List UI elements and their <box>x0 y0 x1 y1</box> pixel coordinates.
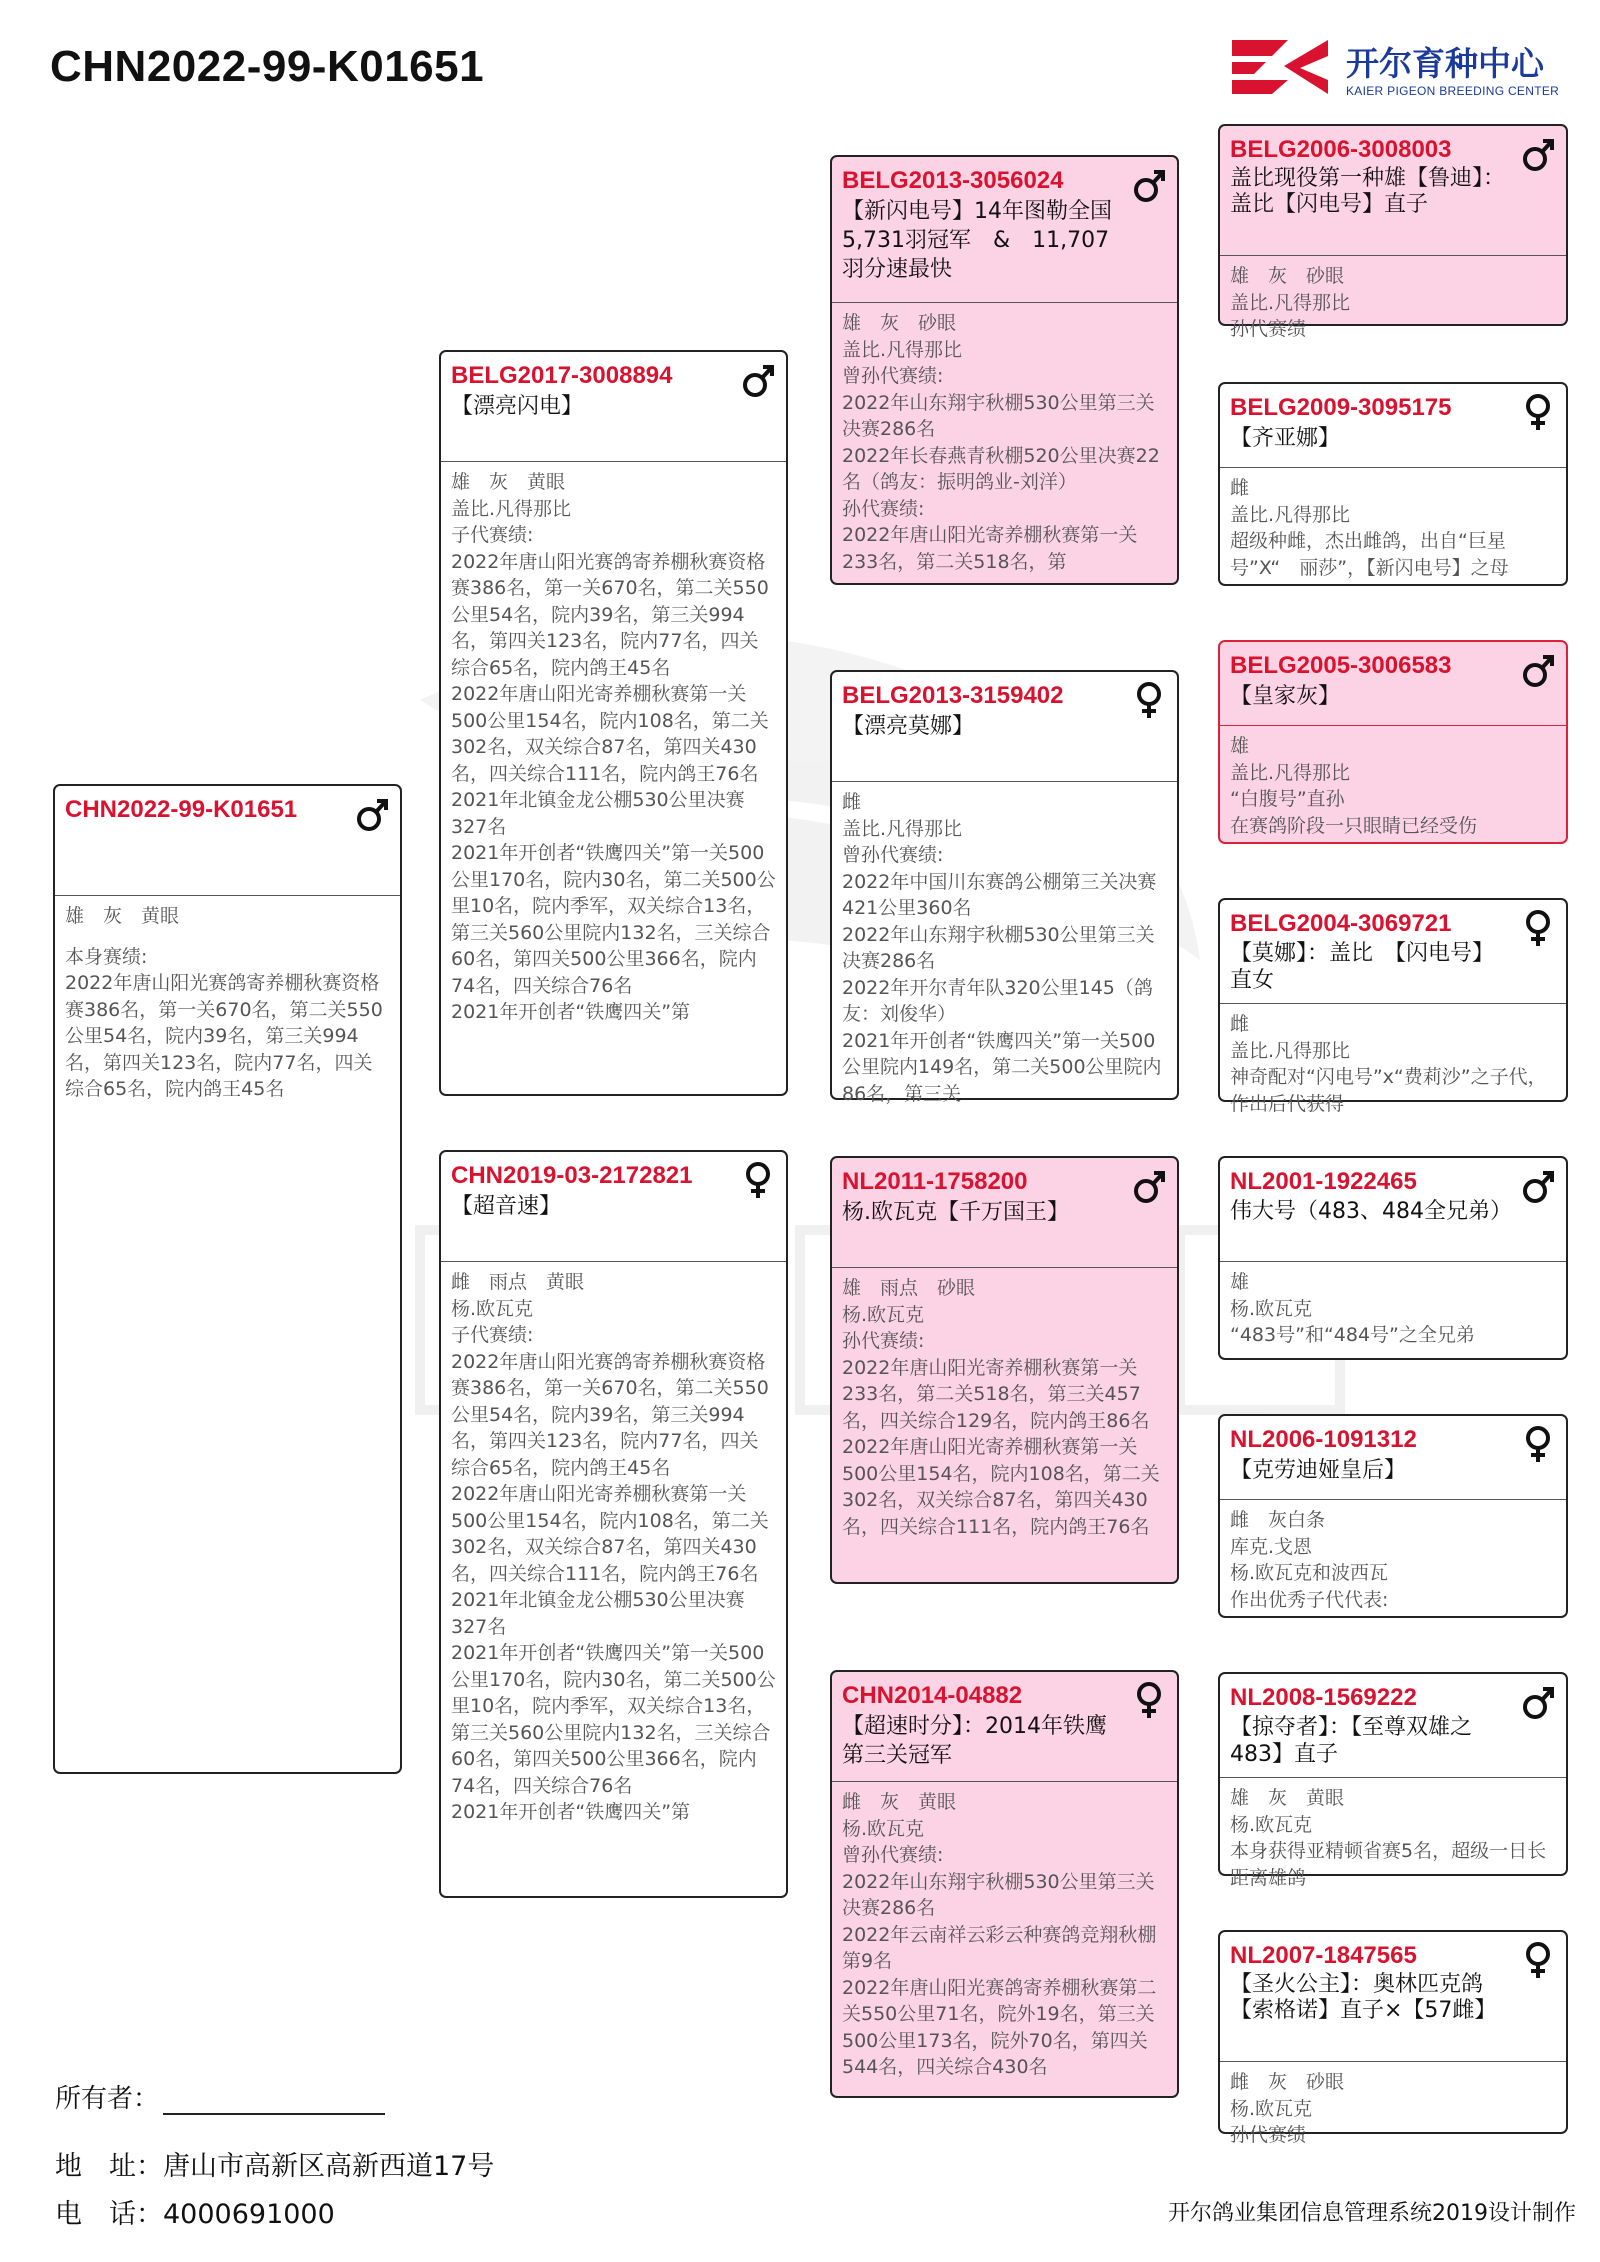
ring-number: NL2006-1091312 <box>1230 1426 1417 1453</box>
pigeon-name: 【掠夺者】：【至尊双雄之483】直子 <box>1230 1715 1473 1767</box>
card-details: 雌 雨点 黄眼 杨.欧瓦克 子代赛绩: 2022年唐山阳光赛鸽寄养棚秋赛资格赛386名，第一关670名，第二关550公里54名，院内39名，第三关994名，第四关123名，院内77名，四关综合65名，院内鸽王45名 2022年唐山阳光寄养棚秋赛第一关500公里154名，院内108名，第二关302名，双关综合87名，第四关430名，四关综合111名，院内鸽王76名 2021年北镇金龙公棚530公里决赛327名 2021年开创者“铁鹰四关”第一关500公里170名，院内30名，第二关500公里10名，院内季军，双关综合13名，第三关560公里院内132名，三关综合60名，第四关500公里366名，院内74名，四关综合76名 2021年开创者“铁鹰四关”第 <box>451 1271 776 1823</box>
male-icon <box>354 794 390 834</box>
sds-card <box>1218 640 1568 844</box>
card-details: 雄 盖比.凡得那比 “白腹号”直孙 在赛鸽阶段一只眼睛已经受伤 <box>1230 735 1478 837</box>
dam-sire-card <box>830 1156 1179 1584</box>
female-icon <box>1520 1940 1556 1980</box>
card-details: 雄 雨点 砂眼 杨.欧瓦克 孙代赛绩: 2022年唐山阳光寄养棚秋赛第一关233名，第二关518名，第三关457名，四关综合129名，院内鸽王86名 2022年唐山阳光寄养棚秋赛第一关500公里154名，院内108名，第二关302名，双关综合87名，第四关430名，四关综合111名，院内鸽王76名 <box>842 1277 1160 1538</box>
male-icon <box>1520 134 1556 174</box>
ring-number: NL2008-1569222 <box>1230 1684 1417 1711</box>
footer-credit: 开尔鸽业集团信息管理系统2019设计制作 <box>1168 2201 1576 2226</box>
male-icon <box>1131 1166 1167 1206</box>
female-icon <box>1520 392 1556 432</box>
phone-value: 4000691000 <box>163 2199 335 2230</box>
ring-number: CHN2019-03-2172821 <box>451 1162 693 1189</box>
ring-number: CHN2022-99-K01651 <box>65 796 298 823</box>
ring-number: BELG2013-3159402 <box>842 682 1064 709</box>
pigeon-name: 【皇家灰】 <box>1230 684 1341 709</box>
ring-number: BELG2009-3095175 <box>1230 394 1452 421</box>
pigeon-name: 【莫娜】：盖比 【闪电号】直女 <box>1230 941 1495 993</box>
female-icon <box>1131 680 1167 720</box>
address <box>55 2144 494 2183</box>
female-icon <box>1520 1424 1556 1464</box>
pigeon-name: 【圣火公主】：奥林匹克鸽【索格诺】直子×【57雌】 <box>1230 1972 1497 2023</box>
pigeon-name: 【超速时分】：2014年铁鹰第三关冠军 <box>842 1714 1107 1768</box>
card-details: 雄 灰 砂眼 盖比.凡得那比 孙代赛绩 <box>1230 265 1351 340</box>
address-value: 唐山市高新区高新西道17号 <box>163 2151 495 2182</box>
ring-number: NL2001-1922465 <box>1230 1168 1417 1195</box>
male-icon <box>740 360 776 400</box>
ring-number: BELG2013-3056024 <box>842 167 1064 194</box>
address-label: 地 址： <box>55 2151 163 2182</box>
male-icon <box>1520 1682 1556 1722</box>
owner-blank-line <box>163 2089 385 2115</box>
card-details: 雄 灰 黄眼 本身赛绩: 2022年唐山阳光赛鸽寄养棚秋赛资格赛386名，第一关670名，第二关550公里54名，院内39名，第三关994名，第四关123名，院内77名，四关综合65名，院内鸽王45名 <box>65 905 383 1100</box>
owner-field <box>55 2078 385 2115</box>
pigeon-name: 【克劳迪娅皇后】 <box>1230 1458 1407 1483</box>
dsd-card <box>1218 1414 1568 1618</box>
logo-mark-icon <box>1228 36 1332 98</box>
ring-number: NL2007-1847565 <box>1230 1942 1417 1969</box>
dds-card <box>1218 1672 1568 1889</box>
pigeon-name: 杨.欧瓦克【千万国王】 <box>842 1200 1069 1225</box>
male-icon <box>1131 165 1167 205</box>
male-icon <box>1520 1166 1556 1206</box>
card-details: 雄 杨.欧瓦克 “483号”和“484号”之全兄弟 <box>1230 1271 1475 1346</box>
ring-number: BELG2005-3006583 <box>1230 652 1452 679</box>
sire-sire-card <box>830 155 1179 585</box>
card-details: 雌 盖比.凡得那比 曾孙代赛绩: 2022年中国川东赛鸽公棚第三关决赛421公里360名 2022年山东翔宇秋棚530公里第三关决赛286名 2022年开尔青年队320公里145（鸽友：刘俊华） 2021年开创者“铁鹰四关”第一关500公里院内149名，第二关500公里院内86名，第三关 <box>842 791 1162 1105</box>
subject-card <box>53 784 402 1774</box>
pedigree-title: CHN2022-99-K01651 <box>50 42 485 91</box>
pigeon-name: 【超音速】 <box>451 1194 562 1219</box>
dam-dam-card <box>830 1670 1179 2098</box>
pigeon-name: 【齐亚娜】 <box>1230 426 1341 451</box>
card-details: 雌 盖比.凡得那比 神奇配对“闪电号”x“费莉沙”之子代，作出后代获得 <box>1230 1013 1547 1115</box>
female-icon <box>1131 1680 1167 1720</box>
owner-label: 所有者： <box>55 2084 160 2114</box>
logo-name: 开尔育种中心 <box>1346 44 1544 83</box>
card-details: 雌 灰 黄眼 杨.欧瓦克 曾孙代赛绩: 2022年山东翔宇秋棚530公里第三关决赛286名 2022年云南祥云彩云种赛鸽竞翔秋棚第9名 2022年唐山阳光赛鸽寄养棚秋赛第二关550公里71名，院外19名，第三关500公里173名，院外70名，第四关544名，四关综合430名 <box>842 1791 1157 2078</box>
ssd-card <box>1218 382 1568 586</box>
pigeon-name: 盖比现役第一种雄【鲁迪】： 盖比【闪电号】直子 <box>1230 166 1517 217</box>
ring-number: CHN2014-04882 <box>842 1682 1023 1709</box>
ring-number: BELG2006-3008003 <box>1230 136 1452 163</box>
female-icon <box>1520 908 1556 948</box>
sire-card <box>439 350 788 1096</box>
card-details: 雌 盖比.凡得那比 超级种雌，杰出雌鸽，出自“巨星号”X“ 丽莎”，【新闪电号】之母 <box>1230 477 1509 579</box>
card-details: 雌 灰白条 库克.戈恩 杨.欧瓦克和波西瓦 作出优秀子代代表: <box>1230 1509 1389 1611</box>
ddd-card <box>1218 1930 1568 2146</box>
card-details: 雄 灰 黄眼 盖比.凡得那比 子代赛绩: 2022年唐山阳光赛鸽寄养棚秋赛资格赛386名，第一关670名，第二关550公里54名，院内39名，第三关994名，第四关123名，院内77名，四关综合65名，院内鸽王45名 2022年唐山阳光寄养棚秋赛第一关500公里154名，院内108名，第二关302名，双关综合87名，第四关430名，四关综合111名，院内鸽王76名 2021年北镇金龙公棚530公里决赛327名 2021年开创者“铁鹰四关”第一关500公里170名，院内30名，第二关500公里10名，院内季军，双关综合13名，第三关560公里院内132名，三关综合60名，第四关500公里366名，院内74名，四关综合76名 2021年开创者“铁鹰四关”第 <box>451 471 776 1023</box>
ring-number: BELG2004-3069721 <box>1230 910 1452 937</box>
card-details: 雄 灰 砂眼 盖比.凡得那比 曾孙代赛绩: 2022年山东翔宇秋棚530公里第三关决赛286名 2022年长春燕青秋棚520公里决赛22名（鸽友：振明鸽业-刘洋） 孙代赛绩: 2022年唐山阳光寄养棚秋赛第一关233名，第二关518名，第 <box>842 312 1160 573</box>
pigeon-name: 伟大号（483、484全兄弟） <box>1230 1199 1512 1224</box>
phone <box>55 2192 335 2231</box>
card-details: 雄 灰 黄眼 杨.欧瓦克 本身获得亚精顿省赛5名，超级一日长距离雄鸽 <box>1230 1787 1547 1889</box>
sire-dam-card <box>830 670 1179 1105</box>
female-icon <box>740 1160 776 1200</box>
sss-card <box>1218 124 1568 340</box>
brand-logo <box>1228 36 1568 102</box>
pigeon-name: 【漂亮莫娜】 <box>842 714 975 739</box>
ring-number: BELG2017-3008894 <box>451 362 673 389</box>
pigeon-name: 【新闪电号】14年图勒全国5,731羽冠军 & 11,707羽分速最快 <box>842 199 1112 282</box>
card-details: 雌 灰 砂眼 杨.欧瓦克 孙代赛绩 <box>1230 2071 1345 2146</box>
sdd-card <box>1218 898 1568 1115</box>
male-icon <box>1520 650 1556 690</box>
dss-card <box>1218 1156 1568 1360</box>
ring-number: NL2011-1758200 <box>842 1168 1028 1195</box>
phone-label: 电 话： <box>55 2199 163 2230</box>
logo-english: KAIER PIGEON BREEDING CENTER <box>1346 84 1560 98</box>
pigeon-name: 【漂亮闪电】 <box>451 394 584 419</box>
dam-card <box>439 1150 788 1898</box>
